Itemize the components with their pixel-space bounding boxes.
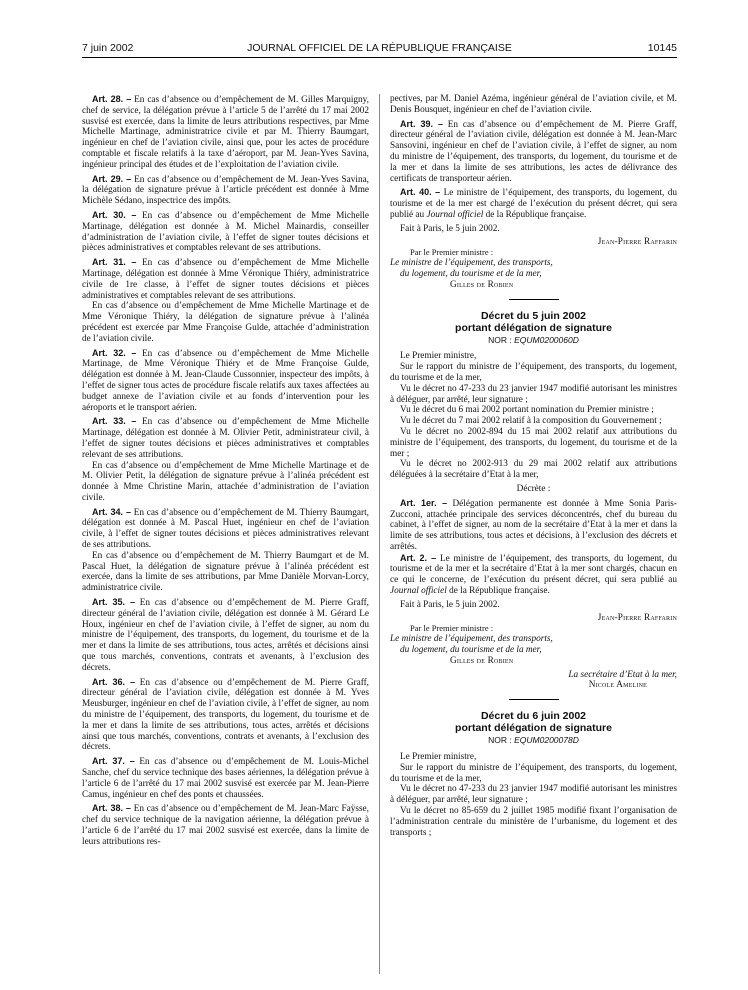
header-date: 7 juin 2002	[82, 42, 134, 54]
section-divider	[509, 699, 559, 700]
article-paragraph: Art. 40. – Le ministre de l’équipement, des transports, du logement, du tourisme et de la mer est chargé de l’exécution du présent décret, qui sera publié au Journal officiel de la République française.	[390, 187, 678, 220]
decrete-heading: Décrète :	[516, 483, 551, 494]
minister-title: Le ministre de l’équipement, des transports,	[390, 258, 553, 269]
decree-nor: NOR : EQUM0200078D	[488, 735, 579, 746]
minister-title: du logement, du tourisme et de la mer,	[400, 645, 542, 656]
decree-visa: Vu le décret no 85-659 du 2 juillet 1985 modifié fixant l’organisation de l’administration centrale du ministère de l’urbanisme, du logement et des transports ;	[390, 806, 677, 838]
section-divider	[509, 299, 559, 300]
signature-place-date: Fait à Paris, le 5 juin 2002.	[400, 223, 500, 234]
decree-intro: Le Premier ministre,	[400, 752, 477, 763]
article-paragraph: Art. 33. – En cas d’absence ou d’empêchement de Mme Michelle Martinage, délégation est donnée à M. Olivier Petit, administrateur civil, à l’effet de signer toutes décisions et pièces administratives et comptables relevant de ses attributions.	[82, 416, 370, 460]
decree-visa: Vu le décret du 6 mai 2002 portant nomination du Premier ministre ;	[400, 405, 654, 416]
signatory-intro: Par le Premier ministre :	[410, 247, 494, 258]
paragraph: En cas d’absence ou d’empêchement de Mme Michelle Martinage et de M. Olivier Petit, la délégation de signature prévue à l’alinéa précédent est donnée à Mme Christine Marin, attachée d’administration de l’aviation civile.	[82, 460, 369, 503]
article-paragraph: Art. 34. – En cas d’absence ou d’empêchement de M. Thierry Baumgart, délégation est donnée à M. Pascal Huet, ingénieur en chef de l’aviation civile, à l’effet de signer toutes décisions et pièces administratives relevant de ses attributions.	[82, 506, 369, 551]
article-paragraph: Art. 32. – En cas d’absence ou d’empêchement de Mme Michelle Martinage, de Mme Véronique Thiéry et de Mme Françoise Gulde, délégation est donnée à M. Jean-Claude Cussonnier, inspecteur des impôts, à l’effet de signer tous actes de procédure fiscale relatifs aux taxes affectées au budget annexe de l’aviation civile et au fonds d’intervention pour les aéroports et le transport aérien.	[82, 347, 370, 413]
article-paragraph: Art. 1er. – Délégation permanente est donnée à Mme Sonia Paris-Zucconi, attachée principale des services déconcentrés, chef du bureau du cabinet, à l’effet de signer, au nom de la secrétaire d’Etat à la mer et dans la limite de ses attributions, tous actes et décisions, à l’exclusion des décrets et arrêtés.	[390, 497, 677, 552]
signatory-intro: Par le Premier ministre :	[410, 623, 494, 634]
signature-place-date: Fait à Paris, le 5 juin 2002.	[400, 599, 500, 610]
minister-name: Gilles de Robien	[450, 655, 514, 666]
secretary-name: Nicole Ameline	[588, 680, 647, 691]
header-rule	[82, 57, 677, 58]
secretary-title: La secrétaire d’Etat à la mer,	[568, 669, 677, 680]
article-paragraph: Art. 31. – En cas d’absence ou d’empêchement de Mme Michelle Martinage, délégation est donnée à Mme Véronique Thiéry, administratrice civile de 1re classe, à l’effet de signer toutes décisions et pièces administratives et comptables relevant de ses attributions.	[82, 257, 370, 301]
minister-title: du logement, du tourisme et de la mer,	[400, 268, 542, 279]
article-paragraph: Art. 2. – Le ministre de l’équipement, des transports, du logement, du tourisme et de la mer et la secrétaire d’Etat à la mer sont chargés, chacun en ce qui le concerne, de l’exécution du présent décret, qui sera publié au Journal officiel de la République française.	[390, 552, 678, 597]
signatory-name: Jean-Pierre Raffarin	[597, 612, 677, 623]
article-paragraph: Art. 37. – En cas d’absence ou d’empêchement de M. Louis-Michel Sanche, chef du service technique des bases aériennes, la délégation prévue à l’article 6 de l’arrêté du 17 mai 2002 susvisé est exercée par M. Jean-Pierre Camus, ingénieur en chef des ponts et chaussées.	[82, 756, 369, 800]
article-paragraph: Art. 38. – En cas d’absence ou d’empêchement de M. Jean-Marc Faÿsse, chef du service technique de la navigation aérienne, la délégation prévue à l’article 6 de l’arrêté du 17 mai 2002 susvisé est exercée, dans la limite de leurs attributions res-	[82, 803, 369, 847]
article-paragraph: Art. 30. – En cas d’absence ou d’empêchement de Mme Michelle Martinage, délégation est donnée à M. Michel Mainardis, conseiller d’administration de l’aviation civile, à l’effet de signer toutes décisions et pièces administratives et comptables relevant de ses attributions.	[82, 209, 370, 254]
right-column	[390, 94, 677, 838]
decree-visa: Sur le rapport du ministre de l’équipement, des transports, du logement, du tourisme et de la mer,	[390, 362, 677, 383]
paragraph: En cas d’absence ou d’empêchement de M. Thierry Baumgart et de M. Pascal Huet, la délégation de signature prévue à l’alinéa précédent est exercée, dans la limite de ses attributions, par Mme Danièle Morvan-Lorcy, administratrice civile.	[82, 550, 369, 594]
decree-visa: Vu le décret no 2002-913 du 29 mai 2002 relatif aux attributions déléguées à la secrétaire d’Etat à la mer,	[390, 459, 677, 481]
article-paragraph: Art. 39. – En cas d’absence ou d’empêchement de M. Pierre Graff, directeur général de l’aviation civile, délégation est donnée à M. Jean-Marc Sansovini, ingénieur en chef de l’aviation civile, à l’effet de signer, au nom du ministre de l’équipement, des transports, du logement, du tourisme et de la mer et dans la limite de ses attributions, les actes de délivrance des certificats de transporteur aérien.	[390, 118, 677, 184]
minister-name: Gilles de Robien	[450, 279, 514, 290]
decree-title: Décret du 5 juin 2002 portant délégation de signature	[455, 309, 612, 334]
signatory-name: Jean-Pierre Raffarin	[597, 236, 677, 247]
decree-nor: NOR : EQUM0200060D	[488, 334, 579, 345]
decree-visa: Vu le décret du 7 mai 2002 relatif à la composition du Gouvernement ;	[400, 416, 662, 427]
decree-visa: Vu le décret no 2002-894 du 15 mai 2002 relatif aux attributions du ministre de l’équipement, des transports, du logement, du tourisme et de la mer ;	[390, 426, 677, 459]
decree-title: Décret du 6 juin 2002 portant délégation de signature	[455, 710, 612, 735]
left-column	[82, 94, 369, 848]
column-separator	[379, 94, 380, 974]
decree-visa: Vu le décret no 47-233 du 23 janvier 1947 modifié autorisant les ministres à déléguer, par arrêté, leur signature ;	[390, 784, 677, 806]
header-page-number: 10145	[647, 42, 677, 54]
decree-intro: Le Premier ministre,	[400, 351, 477, 362]
page-header	[82, 42, 677, 58]
header-journal-title: JOURNAL OFFICIEL DE LA RÉPUBLIQUE FRANÇAISE	[247, 42, 512, 54]
decree-visa: Sur le rapport du ministre de l’équipement, des transports, du logement, du tourisme et de la mer,	[390, 762, 677, 784]
decree-visa: Vu le décret no 47-233 du 23 janvier 1947 modifié autorisant les ministres à déléguer, par arrêté, leur signature ;	[390, 383, 677, 405]
minister-title: Le ministre de l’équipement, des transports,	[390, 634, 553, 645]
article-paragraph: Art. 28. – En cas d’absence ou d’empêchement de M. Gilles Marquigny, chef de service, la délégation prévue à l’article 5 de l’arrêté du 17 mai 2002 susvisé est exercée, dans la limite de leurs attributions respectives, par Mme Michelle Martinage, administratrice civile et par M. Thierry Baumgart, ingénieur en chef de l’aviation civile, ainsi que, pour les actes de procédure comptable et fiscale relatifs à la taxe d’aéroport, par M. Jean-Yves Savina, ingénieur principal des études et de l’exploitation de l’aviation civile.	[82, 94, 369, 170]
paragraph-continuation: pectives, par M. Daniel Azéma, ingénieur général de l’aviation civile, et M. Denis Bousquet, ingénieur en chef de l’aviation civile.	[390, 94, 677, 115]
article-paragraph: Art. 29. – En cas d’absence ou d’empêchement de M. Jean-Yves Savina, la délégation de signature prévue à l’article précédent est donnée à Mme Michèle Sédano, inspectrice des impôts.	[82, 173, 369, 207]
article-paragraph: Art. 36. – En cas d’absence ou d’empêchement de M. Pierre Graff, directeur général de l’aviation civile, délégation est donnée à M. Yves Meusburger, ingénieur en chef de l’aviation civile, à l’effet de signer, au nom du ministre de l’équipement, des transports, du logement, du tourisme et de la mer et dans la limite de ses attributions, tous actes, arrêtés et décisions ainsi que tous marchés, conventions, contrats et avenants, à l’exclusion des décrets.	[82, 676, 369, 753]
paragraph: En cas d’absence ou d’empêchement de Mme Michelle Martinage et de Mme Véronique Thiéry, la délégation de signature prévue à l’alinéa précédent est exercée par Mme Françoise Gulde, attachée d’administration de l’aviation civile.	[82, 301, 369, 344]
article-paragraph: Art. 35. – En cas d’absence ou d’empêchement de M. Pierre Graff, directeur général de l’aviation civile, délégation est donnée à M. Gérard Le Houx, ingénieur en chef de l’aviation civile, à l’effet de signer, au nom du ministre de l’équipement, des transports, du logement, du tourisme et de la mer et dans la limite de ses attributions, tous actes, arrêtés et décisions ainsi que tous marchés, conventions, contrats et avenants, à l’exclusion des décrets.	[82, 597, 369, 673]
